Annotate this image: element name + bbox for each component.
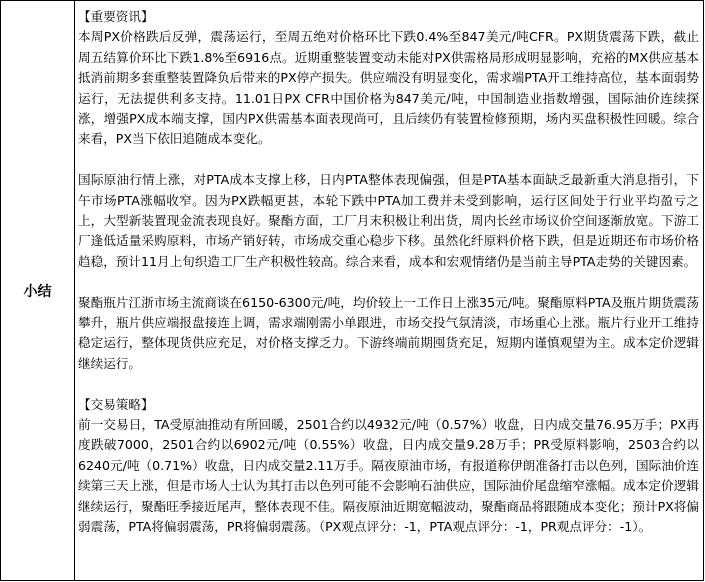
bottle-chip-paragraph: 聚酯瓶片江浙市场主流商谈在6150-6300元/吨，均价较上一工作日上涨35元/吨。聚酯原料PTA及瓶片期货震荡攀升，瓶片供应端报盘接连上调，需求端刚需小单跟进，市场交投气氛清淡，市场重心上涨。瓶片行业开工维持稳定运行，整体现货供应充足，对价格支撑乏力。下游终端前期囤货充足，短期内谨慎观望为主。成本定价逻辑继续运行。: [78, 294, 699, 371]
trading-strategy-paragraph: 前一交易日，TA受原油推动有所回暖，2501合约以4932元/吨（0.57%）收盘，日内成交量76.95万手；PX再度跌破7000，2501合约以6902元/吨（0.55%）收盘，日内成交量9.28万手；PR受原料影响，2503合约以6240元/吨（0.71%）收盘，日内成交量2.11万手。隔夜原油市场，有报道称伊朗准备打击以色列，国际油价连续第三天上涨，但是市场人士认为其打击以色列可能不会影响石油供应，国际油价尾盘缩窄涨幅。成本定价逻辑继续运行，聚酯旺季接近尾声，整体表现不佳。隔夜原油近期宽幅波动，聚酯商品将跟随成本变化；预计PX将偏弱震荡，PTA将偏弱震荡，PR将偏弱震荡。（PX观点评分：-1，PTA观点评分：-1，PR观点评分：-1）。: [78, 417, 699, 535]
important-news-heading: 【重要资讯】: [78, 9, 154, 24]
row-label-cell: [1, 1, 75, 580]
pta-news-paragraph: 国际原油行情上涨，对PTA成本支撑上移，日内PTA整体表现偏强，但是PTA基本面缺乏最新重大消息指引，下午市场PTA涨幅收窄。因为PX跌幅更甚，本轮下跌中PTA加工费并未受到影响，运行区间处于行业平均盈亏之上，大型新装置现金流表现良好。聚酯方面，工厂月末积极让利出货，周内长丝市场议价空间逐渐放宽。下游工厂逢低适量采购原料，市场产销好转，市场成交重心稳步下移。虽然化纤原料价格下跌，但是近期还布市场价格趋稳，预计11月上旬织造工厂生产积极性较高。综合来看，成本和宏观情绪仍是当前主导PTA走势的关键因素。: [78, 172, 699, 269]
content-cell: [75, 1, 703, 580]
trading-strategy-heading: 【交易策略】: [78, 396, 154, 412]
paragraph-gap: [78, 150, 699, 170]
row-label: 小结: [23, 283, 52, 300]
px-news-paragraph: 本周PX价格跌后反弹，震荡运行，至周五绝对价格环比下跌0.4%至847美元/吨CFR。PX期货震荡下跌，截止周五结算价环比下跌1.8%至6916点。近期重整装置变动未能对PX供需格局形成明显影响，充裕的MX供应基本抵消前期多套重整装置降负后带来的PX停产损失。供应端没有明显变化，需求端PTA开工维持高位，基本面弱势运行，无法提供利多支持。11.01日PX CFR中国价格为847美元/吨，中国制造业指数增强，国际油价连续探涨，增强PX成本端支撑，国内PX供需基本面表现尚可，且后续仍有装置检修预期，场内买盘积极性回暖。综合来看，PX当下依旧追随成本变化。: [78, 29, 699, 147]
paragraph-gap: [78, 374, 699, 394]
paragraph-gap: [78, 272, 699, 292]
